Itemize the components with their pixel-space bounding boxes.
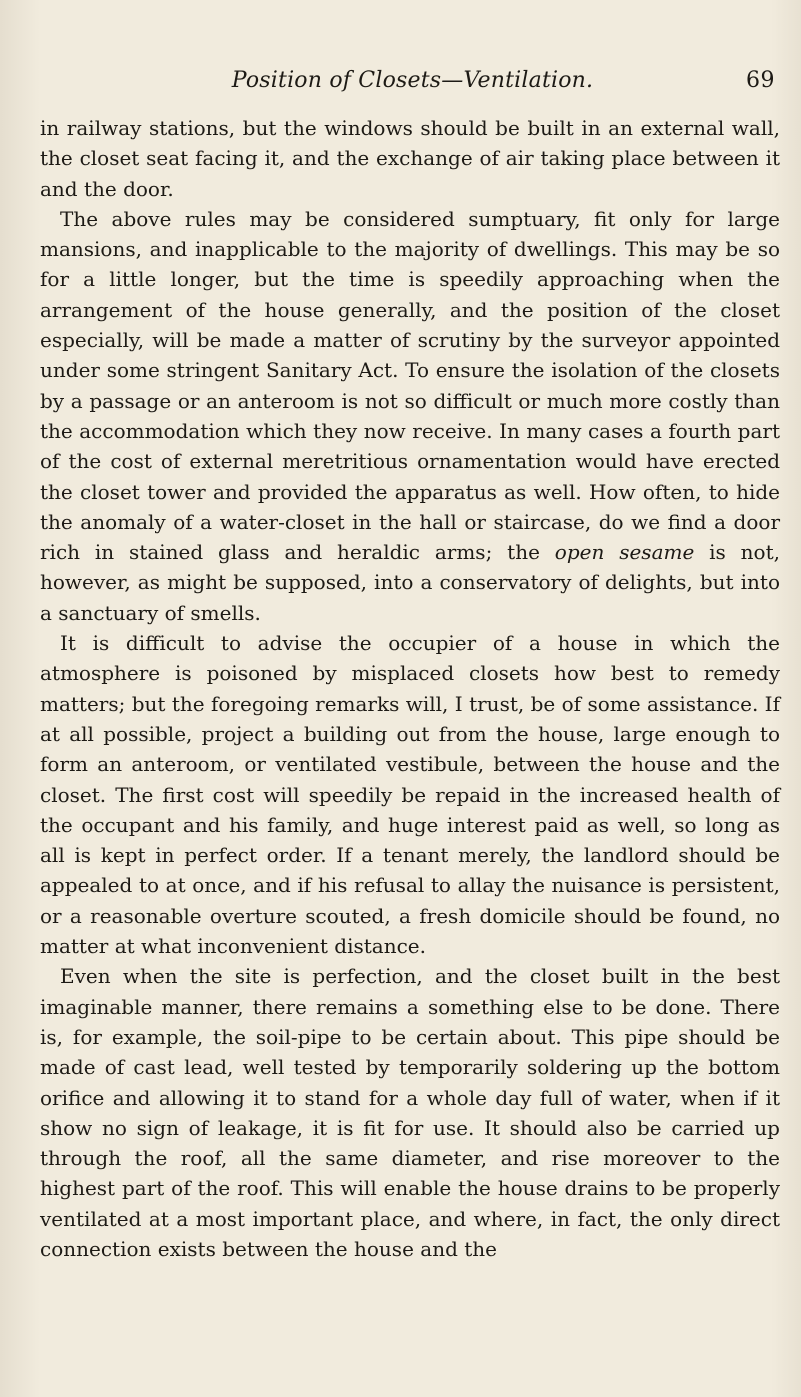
page-number: 69 <box>746 68 775 93</box>
paragraph-2-text: The above rules may be considered sumptuary, fit only for large mansions, and inapplicable to the majority of dwellings. This may be so for a little longer, but the time is speedily approaching when the arrangement of the house generally, and the position of the closet especially, will be made a matter of scrutiny by the surveyor appointed under some stringent Sanitary Act. To ensure the isolation of the closets by a passage or an anteroom is not so difficult or much more costly than the accommodation which they now receive. In many cases a fourth part of the cost of external meretritious ornamentation would have erected the closet tower and provided the apparatus as well. How often, to hide the anomaly of a water-closet in the hall or staircase, do we find a door rich in stained glass and heraldic arms; the <box>40 206 780 565</box>
chapter-title: Position of Closets—Ventilation. <box>231 68 594 93</box>
paragraph-4: Even when the site is perfection, and the closet built in the best imaginable manner, there remains a something else to be done. There is, for example, the soil-pipe to be certain about. This pipe should be made of cast lead, well tested by temporarily soldering up the bottom orifice and allowing it to stand for a whole day full of water, when if it show no sign of leakage, it is fit for use. It should also be carried up through the roof, all the same diameter, and rise moreover to the highest part of the roof. This will enable the house drains to be properly ventilated at a most important place, and where, in fact, the only direct connection exists between the house and the <box>40 964 780 1261</box>
paragraph-2 <box>40 204 780 628</box>
emphasis-open-sesame: open sesame <box>554 540 695 565</box>
paragraph-3: It is difficult to advise the occupier of a house in which the atmosphere is poisoned by misplaced closets how best to remedy matters; but the foregoing remarks will, I trust, be of some assistance. If at all possible, project a building out from the house, large enough to form an anteroom, or ventilated vestibule, between the house and the closet. The first cost will speedily be repaid in the increased health of the occupant and his family, and huge interest paid as well, so long as all is kept in perfect order. If a tenant merely, the landlord should be appealed to at once, and if his refusal to allay the nuisance is persistent, or a reasonable overture scouted, a fresh domicile should be found, no matter at what inconvenient distance. <box>40 631 780 959</box>
paragraph-2-continuation: is not, however, as might be supposed, into a conservatory of delights, but into a sanctuary of smells. <box>40 540 780 625</box>
paragraph-1: in railway stations, but the windows should be built in an external wall, the closet seat facing it, and the exchange of air taking place between it and the door. <box>40 116 780 201</box>
running-head <box>40 68 785 98</box>
body-text <box>40 113 780 1264</box>
